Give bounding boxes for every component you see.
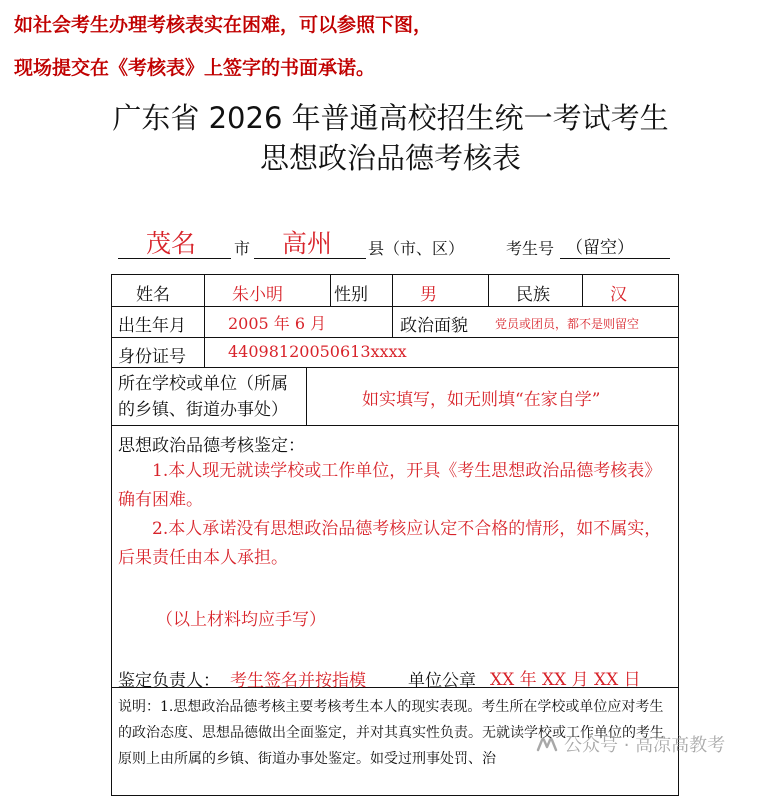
- political-label: 政治面貌: [400, 316, 468, 336]
- appraisal-title: 思想政治品德考核鉴定：: [118, 436, 305, 456]
- seal-label: 单位公章: [408, 671, 476, 691]
- birth-value: 2005 年 6 月: [228, 314, 327, 333]
- ethnicity-value: 汉: [610, 285, 627, 305]
- id-label: 身份证号: [118, 347, 186, 367]
- explanation-text: 说明：1.思想政治品德考核主要考核考生本人的现实表现。考生所在学校或单位应对考生的政治态度、思想品德做出全面鉴定，并对其真实性负责。无就读学校或工作单位的考生原则上由所属的乡镇、街道办事处鉴定。如受过刑事处罚、治: [118, 699, 664, 767]
- political-value: 党员或团员，都不是则留空: [495, 317, 640, 331]
- location-row: [0, 226, 781, 262]
- school-label-line-1: 所在学校或单位（所属: [118, 374, 288, 394]
- exam-number-value: （留空）: [566, 238, 634, 258]
- city-value: 茂名: [146, 229, 197, 258]
- form-title: 广东省 2026 年普通高校招生统一考试考生: [112, 101, 669, 135]
- statement-1: 1.本人现无就读学校或工作单位，开具《考生思想政治品德考核表》确有困难。: [118, 461, 662, 510]
- ethnicity-label: 民族: [516, 285, 550, 305]
- notice-line-2: 现场提交在《考核表》上签字的书面承诺。: [14, 57, 376, 79]
- wechat-channel-icon: [536, 734, 558, 754]
- date-value: XX 年 XX 月 XX 日: [490, 670, 641, 690]
- signer-label: 鉴定负责人：: [118, 671, 220, 691]
- school-label-line-2: 的乡镇、街道办事处）: [118, 400, 288, 420]
- watermark: [536, 728, 725, 760]
- school-label: [118, 371, 288, 423]
- statement-2: 2.本人承诺没有思想政治品德考核应认定不合格的情形，如不属实，后果责任由本人承担。: [118, 519, 662, 568]
- county-value: 高州: [282, 229, 333, 258]
- school-value: 如实填写，如无则填“在家自学”: [362, 390, 601, 410]
- city-label: 市: [234, 239, 251, 258]
- birth-label: 出生年月: [118, 316, 186, 336]
- name-value: 朱小明: [232, 285, 283, 305]
- form-subtitle: 思想政治品德考核表: [259, 141, 521, 175]
- county-label: 县（市、区）: [368, 239, 465, 258]
- appraisal-form: [111, 274, 679, 796]
- signer-value: 考生签名并按指模: [230, 671, 366, 691]
- notice-line-1: 如社会考生办理考核表实在困难，可以参照下图，: [14, 14, 433, 36]
- name-label: 姓名: [136, 285, 170, 305]
- watermark-text: 公众号 · 高凉高教考: [564, 735, 726, 756]
- handwrite-note: （以上材料均应手写）: [156, 610, 326, 630]
- gender-value: 男: [420, 285, 437, 305]
- id-value: 44098120050613xxxx: [228, 342, 407, 361]
- gender-label: 性别: [334, 285, 368, 305]
- exam-number-label: 考生号: [506, 239, 555, 258]
